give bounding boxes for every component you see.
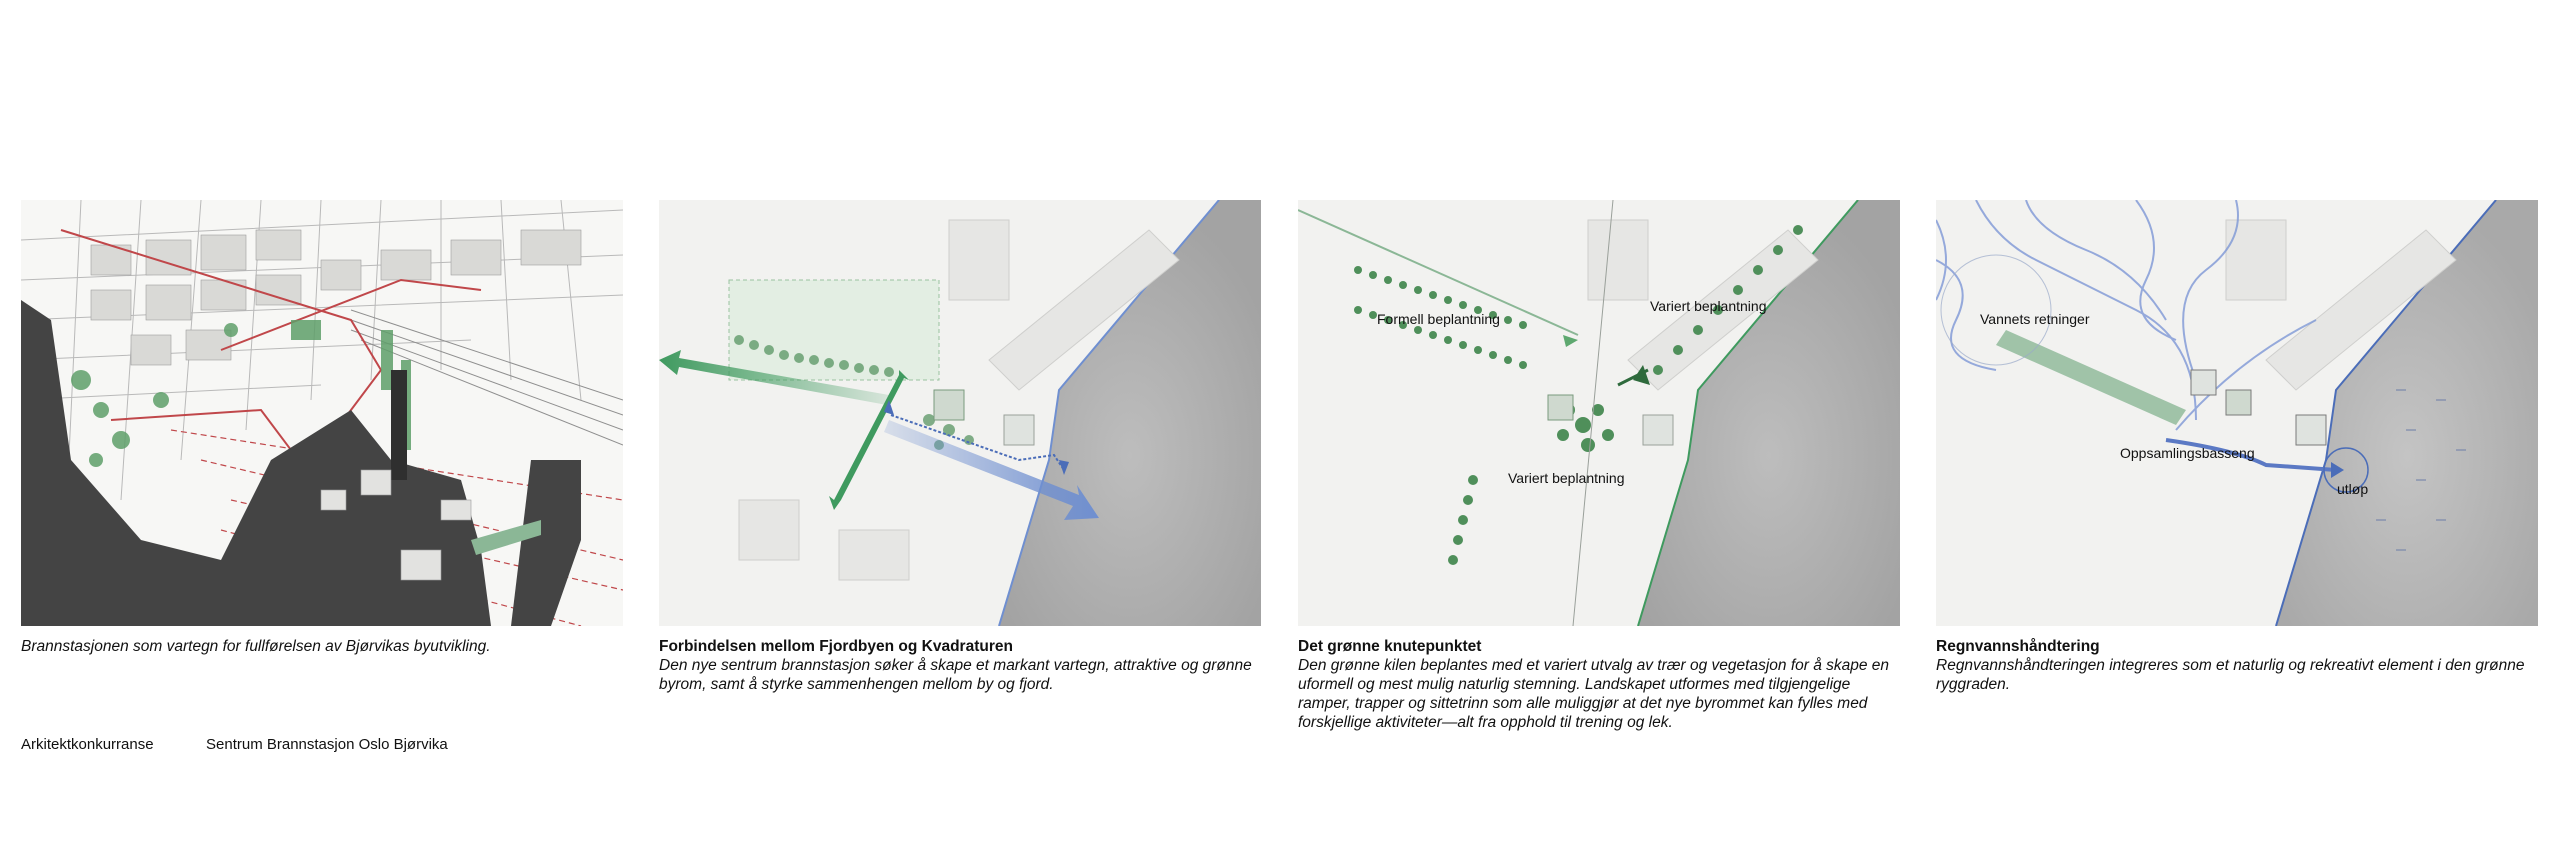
connection-diagram — [659, 200, 1261, 626]
stormwater-diagram — [1936, 200, 2538, 626]
site-map-caption — [21, 637, 623, 656]
site-map-illustration — [21, 200, 623, 626]
footer-project-title: Sentrum Brannstasjon Oslo Bjørvika — [206, 736, 448, 753]
caption-body: Regnvannshåndteringen integreres som et naturlig og rekreativt element i den grønne ryggraden. — [1936, 657, 2525, 693]
formal-planting-label: Formell beplantning — [1377, 311, 1500, 327]
stormwater-caption — [1936, 637, 2538, 694]
caption-body: Den grønne kilen beplantes med et variert utvalg av trær og vegetasjon for å skape en uformell og mest mulig naturlig stemning. Landskapet utformes med tilgjengelige ramper, trapper og sittetrinn som alle muliggjør at det nye byrommet kan fylles med forskjellige aktiviteter—alt fra opphold til trening og lek. — [1298, 657, 1890, 731]
green-hub-diagram — [1298, 200, 1900, 626]
varied-planting-label-top: Variert beplantning — [1650, 298, 1767, 314]
connection-caption — [659, 637, 1261, 694]
caption-body: Brannstasjonen som vartegn for fullførelsen av Bjørvikas byutvikling. — [21, 638, 491, 655]
connection-panel — [659, 200, 1261, 626]
site-map-panel — [21, 200, 623, 626]
varied-planting-label-bottom: Variert beplantning — [1508, 470, 1625, 486]
water-directions-label: Vannets retninger — [1980, 311, 2090, 327]
caption-title: Det grønne knutepunktet — [1298, 638, 1482, 655]
green-hub-panel — [1298, 200, 1900, 626]
outlet-label: utløp — [2337, 481, 2369, 497]
caption-body: Den nye sentrum brannstasjon søker å skape et markant vartegn, attraktive og grønne byrom, samt å styrke sammenhengen mellom by og fjord. — [659, 657, 1252, 693]
caption-title: Forbindelsen mellom Fjordbyen og Kvadraturen — [659, 638, 1013, 655]
collection-basin-label: Oppsamlingsbasseng — [2120, 445, 2255, 461]
caption-title: Regnvannshåndtering — [1936, 638, 2100, 655]
stormwater-panel — [1936, 200, 2538, 626]
green-hub-caption — [1298, 637, 1900, 732]
footer-competition: Arkitektkonkurranse — [21, 736, 154, 753]
